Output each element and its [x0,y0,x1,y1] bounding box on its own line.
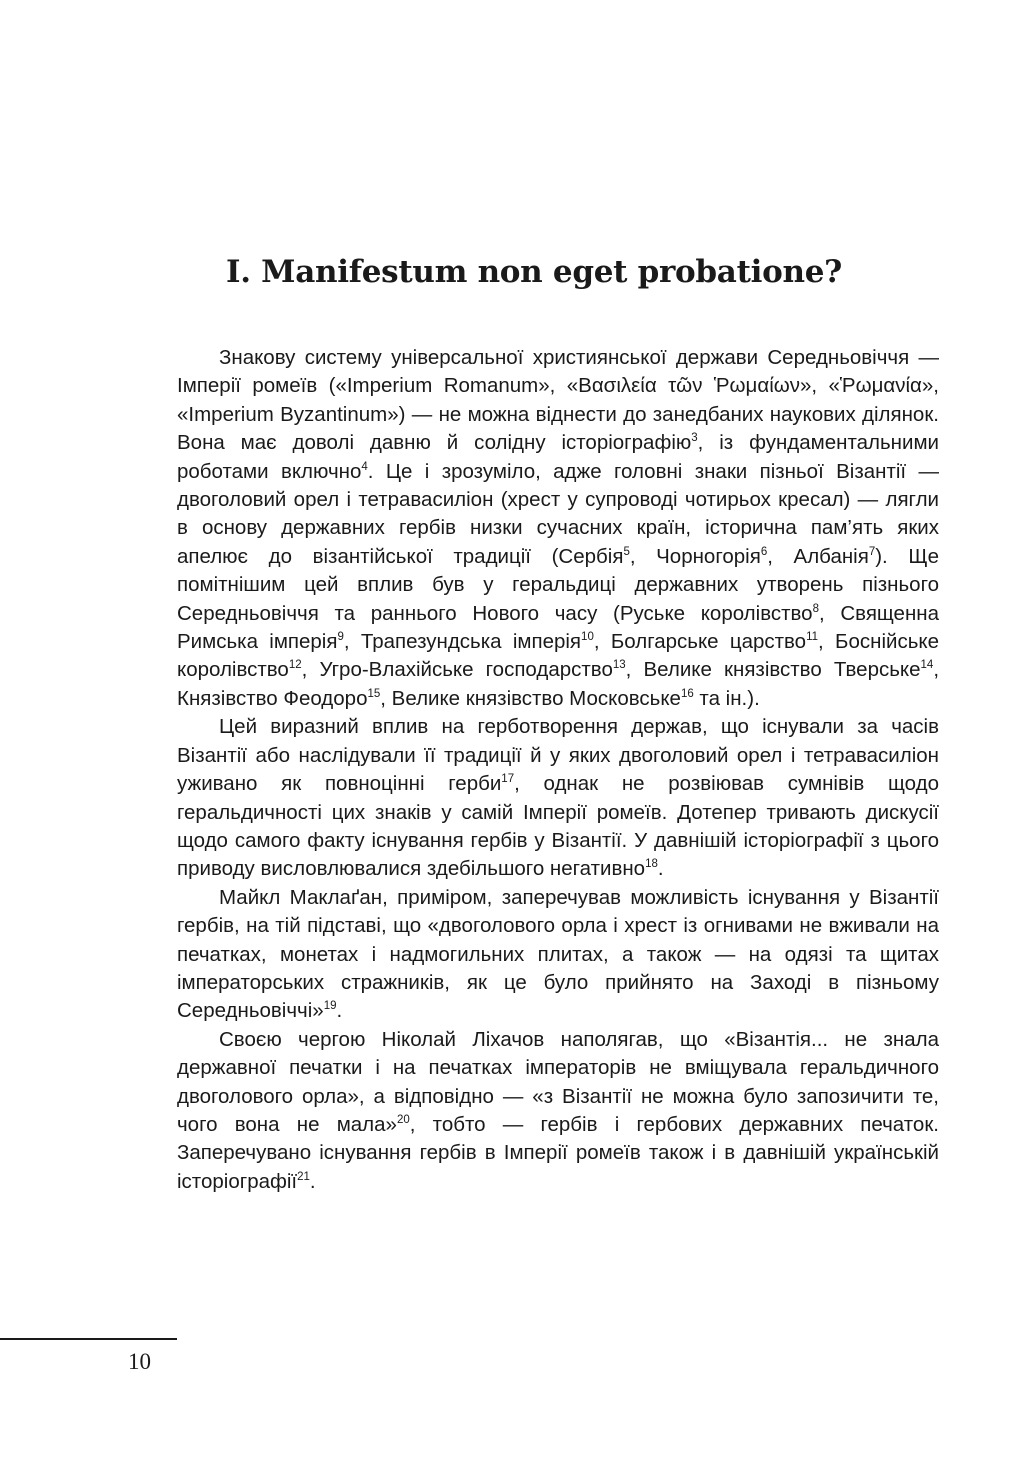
text-run: , Боснійське королівство [177,630,939,682]
text-run: Своєю чергою Ніколай Ліхачов наполягав, що «Візантія... не знала державної печатки і на печатках імператорів не вміщувала геральдичного двоголового орла», а відповідно — «з Візантії не можна було запозичити те, чого вона не мала» [177,1027,939,1136]
text-run: , Болгарське царство [593,630,807,654]
footnote-ref: 15 [367,687,381,700]
footnote-ref: 13 [612,659,626,672]
paragraph [177,1026,939,1196]
text-run: , Чорногорія [629,544,761,568]
text-run: , Велике князівство Московське [380,686,681,710]
text-run: , Албанія [767,544,869,568]
text-run: та ін.). [693,686,760,710]
text-run: Майкл Маклаґан, приміром, заперечував можливість існування у Візантії гербів, на тій підставі, що «двоголового орла і хрест із огнивами не вживали на печатках, монетах і надмогильних плитах, а також — на одязі та щитах імператорських стражників, як це було прийнято на Заході в пізньому Середньовіччі» [177,885,939,1023]
text-run: , Трапезундська імперія [343,630,582,654]
footnote-ref: 20 [396,1113,410,1126]
paragraph [177,713,939,883]
footnote-ref: 14 [920,659,934,672]
footer-rule [0,1338,177,1340]
body-text [177,344,939,1196]
footnote-ref: 11 [806,631,819,644]
footnote-ref: 19 [323,1000,337,1013]
footnote-ref: 7 [868,545,876,558]
text-run: , Князівство Феодоро [177,658,940,710]
text-run: . [309,1169,316,1193]
footnote-ref: 9 [337,631,344,644]
footnote-ref: 8 [812,602,819,615]
chapter-title: I. Manifestum non eget probatione? [226,254,842,290]
text-run: . [657,857,664,881]
text-run: , із фундаментальними роботами включно [177,431,940,483]
footnote-ref: 21 [297,1170,310,1183]
footnote-ref: 6 [760,545,768,558]
page-number: 10 [128,1349,151,1374]
paragraph [177,344,939,713]
footnote-ref: 12 [288,659,302,672]
footnote-ref: 16 [680,687,694,700]
footnote-ref: 17 [501,773,515,786]
text-run: , Священна Римська імперія [177,601,940,654]
text-run: ). Ще помітнішим цей вплив був у геральдиці державних утворень пізнього Середньовіччя та раннього Нового часу (Руське королівство [177,544,939,625]
text-run: , Велике князівство Тверське [625,658,921,682]
text-run: Знакову систему універсальної християнської держави Середньовіччя — Імперії ромеїв («Imperium Romanum», «Βασιλεία τῶν Ῥωμαίων», «Ῥωμανία», «Imperium Byzantinum») — не можна віднести до занедбаних наукових ділянок. Вона має доволі давню й солідну історіографію [177,346,939,455]
footnote-ref: 18 [645,858,658,871]
footnote-ref: 5 [623,545,630,558]
footnote-ref: 3 [691,432,698,445]
footnote-ref: 4 [361,460,368,473]
paragraph [177,884,939,1026]
footnote-ref: 10 [581,631,594,644]
text-run: , Угро-Влахійське господарство [301,658,613,682]
text-run: , тобто — гербів і гербових державних печаток. Заперечувано існування гербів в Імперії ромеїв також і в давнішій українській історіографії [177,1112,939,1193]
text-run: . Це і зрозуміло, адже головні знаки пізньої Візантії — двоголовий орел і тетравасиліон (хрест у супроводі чотирьох кресал) — лягли в основу державних гербів низки сучасних країн, історична пам’ять яких апелює до візантійської традиції (Сербія [177,459,939,568]
text-run: . [336,999,343,1023]
text-run: Цей виразний вплив на герботворення держав, що існували за часів Візантії або наслідували її традиції й у яких двоголовий орел і тетравасиліон уживано як повноцінні герби [177,715,939,796]
text-run: , однак не розвіював сумнівів щодо геральдичності цих знаків у самій Імперії ромеїв. Дотепер тривають дискусії щодо самого факту існування гербів у Візантії. У давнішій історіографії з цього приводу висловлювалися здебільшого негативно [177,772,939,881]
